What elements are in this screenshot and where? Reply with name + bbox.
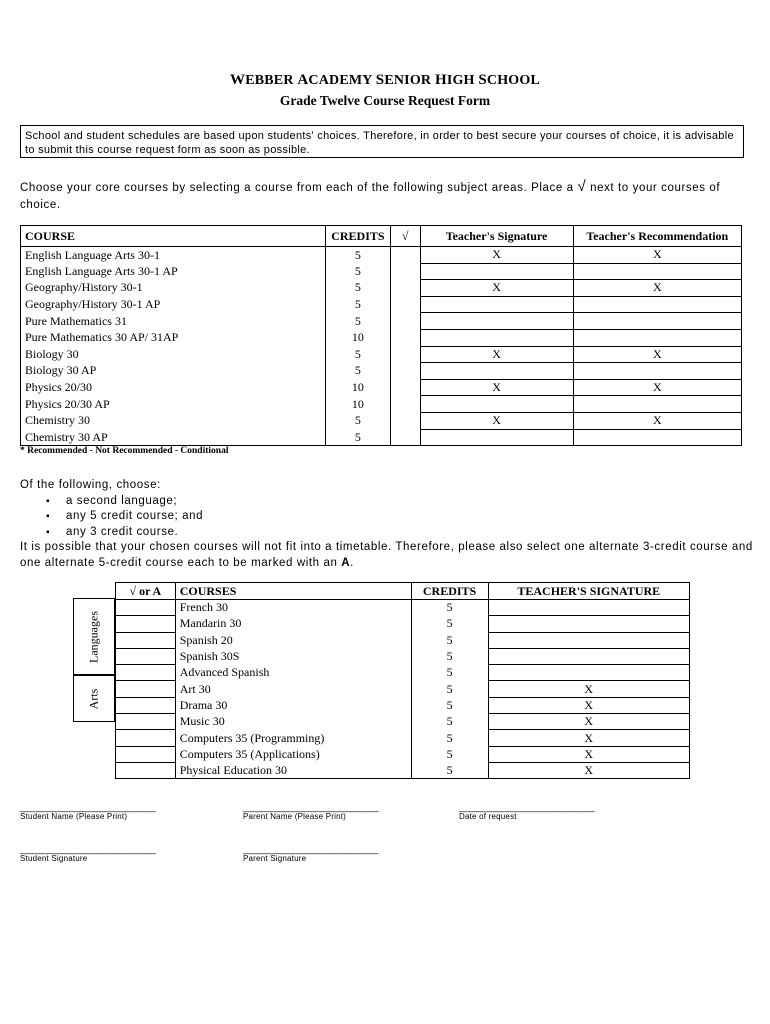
teacher-signature-cell[interactable]: X (488, 714, 689, 730)
course-credits: 5 (326, 412, 391, 429)
school-name-part: CADEMY (308, 73, 376, 88)
course-credits: 5 (411, 665, 488, 681)
course-name: Music 30 (175, 714, 411, 730)
course-credits: 5 (411, 616, 488, 632)
teacher-signature-cell[interactable]: X (420, 379, 573, 396)
teacher-signature-cell[interactable] (488, 648, 689, 664)
core-course-row (21, 296, 742, 313)
course-name: Biology 30 (21, 346, 326, 363)
course-name: Computers 35 (Programming) (175, 730, 411, 746)
core-course-row (21, 247, 742, 264)
school-name-part: S (478, 72, 487, 88)
course-name: Chemistry 30 AP (21, 429, 326, 446)
core-course-row (21, 379, 742, 396)
course-check-cell[interactable] (116, 730, 176, 746)
course-name: Geography/History 30-1 (21, 280, 326, 297)
school-name-part: H (434, 72, 447, 88)
student-signature-label: Student Signature (20, 854, 88, 863)
form-title: Grade Twelve Course Request Form (279, 93, 491, 108)
instruction-text: next to your courses of choice. (20, 182, 721, 211)
course-name: French 30 (175, 600, 411, 616)
alternate-text: It is possible that your chosen courses will not fit into a timetable. Therefore, please also select one alternate 3-credit course and one alternate 5-credit course each to be marked with an (20, 541, 753, 569)
choose-intro: Of the following, choose: (20, 479, 161, 491)
course-name: Mandarin 30 (175, 616, 411, 632)
date-field[interactable] (459, 802, 594, 821)
core-course-row (21, 363, 742, 380)
parent-signature-field[interactable] (243, 844, 378, 863)
elective-course-row (116, 762, 690, 778)
date-label: Date of request (459, 812, 517, 821)
col-credits-header: CREDITS (326, 226, 391, 247)
elective-course-row (116, 632, 690, 648)
elective-course-row (116, 681, 690, 697)
course-credits: 5 (326, 280, 391, 297)
course-name: Chemistry 30 (21, 412, 326, 429)
course-check-cell[interactable] (116, 762, 176, 778)
teacher-signature-cell[interactable]: X (488, 730, 689, 746)
student-name-field[interactable] (20, 802, 155, 821)
course-credits: 5 (326, 346, 391, 363)
teacher-signature-cell[interactable] (488, 600, 689, 616)
core-table-header (21, 226, 742, 247)
course-name: Physics 20/30 (21, 379, 326, 396)
course-name: Spanish 20 (175, 632, 411, 648)
course-credits: 5 (411, 681, 488, 697)
signature-line: ______________________________ (243, 844, 379, 854)
school-name-part: IGH (446, 73, 479, 88)
course-credits: 5 (326, 313, 391, 330)
course-name: Advanced Spanish (175, 665, 411, 681)
course-check-cell[interactable] (390, 346, 420, 363)
elective-course-row (116, 697, 690, 713)
recommendation-legend: * Recommended - Not Recommended - Conditional (20, 446, 229, 456)
course-credits: 10 (326, 329, 391, 346)
course-check-cell[interactable] (116, 697, 176, 713)
elective-course-row (116, 714, 690, 730)
course-name: Spanish 30S (175, 648, 411, 664)
course-name: English Language Arts 30-1 AP (21, 263, 326, 280)
course-check-cell[interactable] (116, 714, 176, 730)
course-check-cell[interactable] (390, 396, 420, 413)
school-name-part: CHOOL (486, 73, 541, 88)
teacher-signature-cell[interactable]: X (488, 762, 689, 778)
col-credits-header: CREDITS (411, 583, 488, 600)
choose-item: ▪ any 3 credit course. (46, 525, 760, 541)
elective-course-row (116, 746, 690, 762)
core-course-row (21, 280, 742, 297)
col-check-header: √ (390, 226, 420, 247)
course-name: Physical Education 30 (175, 762, 411, 778)
course-credits: 5 (411, 714, 488, 730)
teacher-signature-cell[interactable]: X (420, 346, 573, 363)
core-course-row (21, 396, 742, 413)
group-languages (73, 598, 115, 675)
col-courses-header: COURSES (175, 583, 411, 600)
course-check-cell[interactable] (116, 616, 176, 632)
teacher-recommendation-cell[interactable] (573, 296, 741, 313)
col-check-or-a-header: √ or A (116, 583, 176, 600)
core-courses-table (20, 225, 742, 446)
notice-box: School and student schedules are based upon students' choices. Therefore, in order to best secure your courses of choice, it is advisable to submit this course request form as soon as possible. (20, 125, 744, 158)
student-name-label: Student Name (Please Print) (20, 812, 128, 821)
core-course-row (21, 263, 742, 280)
teacher-signature-cell[interactable]: X (488, 681, 689, 697)
teacher-signature-cell[interactable] (420, 429, 573, 446)
teacher-signature-cell[interactable]: X (420, 247, 573, 264)
signature-line: ______________________________ (243, 802, 379, 812)
teacher-signature-cell[interactable] (420, 329, 573, 346)
teacher-recommendation-cell[interactable] (573, 363, 741, 380)
choose-item: ▪ a second language; (46, 494, 760, 510)
course-check-cell[interactable] (390, 313, 420, 330)
elective-course-row (116, 616, 690, 632)
course-check-cell[interactable] (116, 746, 176, 762)
parent-name-label: Parent Name (Please Print) (243, 812, 347, 821)
instruction-text: Choose your core courses by selecting a course from each of the following subject areas. Place a (20, 182, 574, 194)
teacher-signature-cell[interactable]: X (420, 412, 573, 429)
alternate-marker: A (341, 556, 351, 569)
parent-signature-label: Parent Signature (243, 854, 307, 863)
school-name (0, 72, 770, 89)
signature-line: ______________________________ (20, 802, 156, 812)
course-name: Art 30 (175, 681, 411, 697)
course-credits: 10 (326, 379, 391, 396)
school-name-part: EBBER (245, 73, 298, 88)
teacher-recommendation-cell[interactable] (573, 263, 741, 280)
course-credits: 5 (411, 730, 488, 746)
alternate-text-end: . (350, 556, 354, 569)
elective-courses-table (115, 582, 690, 779)
teacher-signature-cell[interactable]: X (420, 280, 573, 297)
course-credits: 5 (326, 363, 391, 380)
elective-course-row (116, 665, 690, 681)
course-credits: 5 (411, 762, 488, 778)
course-credits: 5 (411, 600, 488, 616)
choose-item: ▪ any 5 credit course; and (46, 509, 760, 525)
group-arts (73, 675, 115, 722)
col-teacher-signature-header: TEACHER'S SIGNATURE (488, 583, 689, 600)
course-name: English Language Arts 30-1 (21, 247, 326, 264)
school-name-part: ENIOR (384, 73, 435, 88)
course-check-cell[interactable] (390, 429, 420, 446)
student-signature-field[interactable] (20, 844, 155, 863)
course-credits: 5 (411, 746, 488, 762)
teacher-recommendation-cell[interactable]: X (573, 379, 741, 396)
teacher-signature-cell[interactable]: X (488, 697, 689, 713)
core-course-row (21, 313, 742, 330)
signature-line: ______________________________ (20, 844, 156, 854)
course-name: Drama 30 (175, 697, 411, 713)
col-teacher-signature-header: Teacher's Signature (420, 226, 573, 247)
elective-course-row (116, 730, 690, 746)
school-name-part: W (229, 72, 246, 88)
elective-course-row (116, 648, 690, 664)
course-check-cell[interactable] (116, 648, 176, 664)
core-course-row (21, 329, 742, 346)
teacher-recommendation-cell[interactable] (573, 396, 741, 413)
course-check-cell[interactable] (116, 600, 176, 616)
course-credits: 5 (326, 247, 391, 264)
course-name: Physics 20/30 AP (21, 396, 326, 413)
checkmark-icon: √ (577, 178, 587, 195)
teacher-signature-cell[interactable] (420, 396, 573, 413)
course-check-cell[interactable] (390, 296, 420, 313)
core-course-row (21, 429, 742, 446)
choose-list (20, 494, 760, 541)
course-check-cell[interactable] (116, 665, 176, 681)
group-arts-label: Arts (86, 688, 101, 709)
course-check-cell[interactable] (390, 247, 420, 264)
course-check-cell[interactable] (116, 632, 176, 648)
course-name: Pure Mathematics 30 AP/ 31AP (21, 329, 326, 346)
course-credits: 5 (326, 429, 391, 446)
alternate-instruction (20, 540, 760, 571)
core-course-row (21, 412, 742, 429)
teacher-recommendation-cell[interactable] (573, 429, 741, 446)
course-credits: 10 (326, 396, 391, 413)
course-name: Geography/History 30-1 AP (21, 296, 326, 313)
course-name: Computers 35 (Applications) (175, 746, 411, 762)
teacher-recommendation-cell[interactable] (573, 329, 741, 346)
course-credits: 5 (326, 263, 391, 280)
course-check-cell[interactable] (390, 379, 420, 396)
teacher-signature-cell[interactable] (488, 632, 689, 648)
teacher-signature-cell[interactable] (420, 363, 573, 380)
teacher-signature-cell[interactable] (488, 665, 689, 681)
signature-line: ______________________________ (459, 802, 595, 812)
teacher-recommendation-cell[interactable]: X (573, 412, 741, 429)
course-credits: 5 (411, 648, 488, 664)
core-course-row (21, 346, 742, 363)
col-course-header: COURSE (21, 226, 326, 247)
elective-instructions (20, 478, 760, 571)
course-check-cell[interactable] (116, 681, 176, 697)
teacher-recommendation-cell[interactable] (573, 313, 741, 330)
school-name-part: S (375, 72, 385, 88)
parent-name-field[interactable] (243, 802, 378, 821)
teacher-recommendation-cell[interactable]: X (573, 247, 741, 264)
course-check-cell[interactable] (390, 329, 420, 346)
course-credits: 5 (411, 632, 488, 648)
teacher-signature-cell[interactable]: X (488, 746, 689, 762)
group-languages-label: Languages (86, 610, 101, 663)
teacher-recommendation-cell[interactable]: X (573, 346, 741, 363)
elective-course-row (116, 600, 690, 616)
course-name: Biology 30 AP (21, 363, 326, 380)
course-check-cell[interactable] (390, 412, 420, 429)
teacher-signature-cell[interactable] (420, 263, 573, 280)
course-credits: 5 (326, 296, 391, 313)
teacher-signature-cell[interactable] (420, 296, 573, 313)
elective-table-header (116, 583, 690, 600)
course-credits: 5 (411, 697, 488, 713)
course-check-cell[interactable] (390, 280, 420, 297)
core-instruction (20, 178, 750, 214)
course-name: Pure Mathematics 31 (21, 313, 326, 330)
course-check-cell[interactable] (390, 363, 420, 380)
teacher-signature-cell[interactable] (420, 313, 573, 330)
col-teacher-recommendation-header: Teacher's Recommendation (573, 226, 741, 247)
teacher-recommendation-cell[interactable]: X (573, 280, 741, 297)
course-check-cell[interactable] (390, 263, 420, 280)
school-name-part: A (297, 72, 309, 88)
teacher-signature-cell[interactable] (488, 616, 689, 632)
